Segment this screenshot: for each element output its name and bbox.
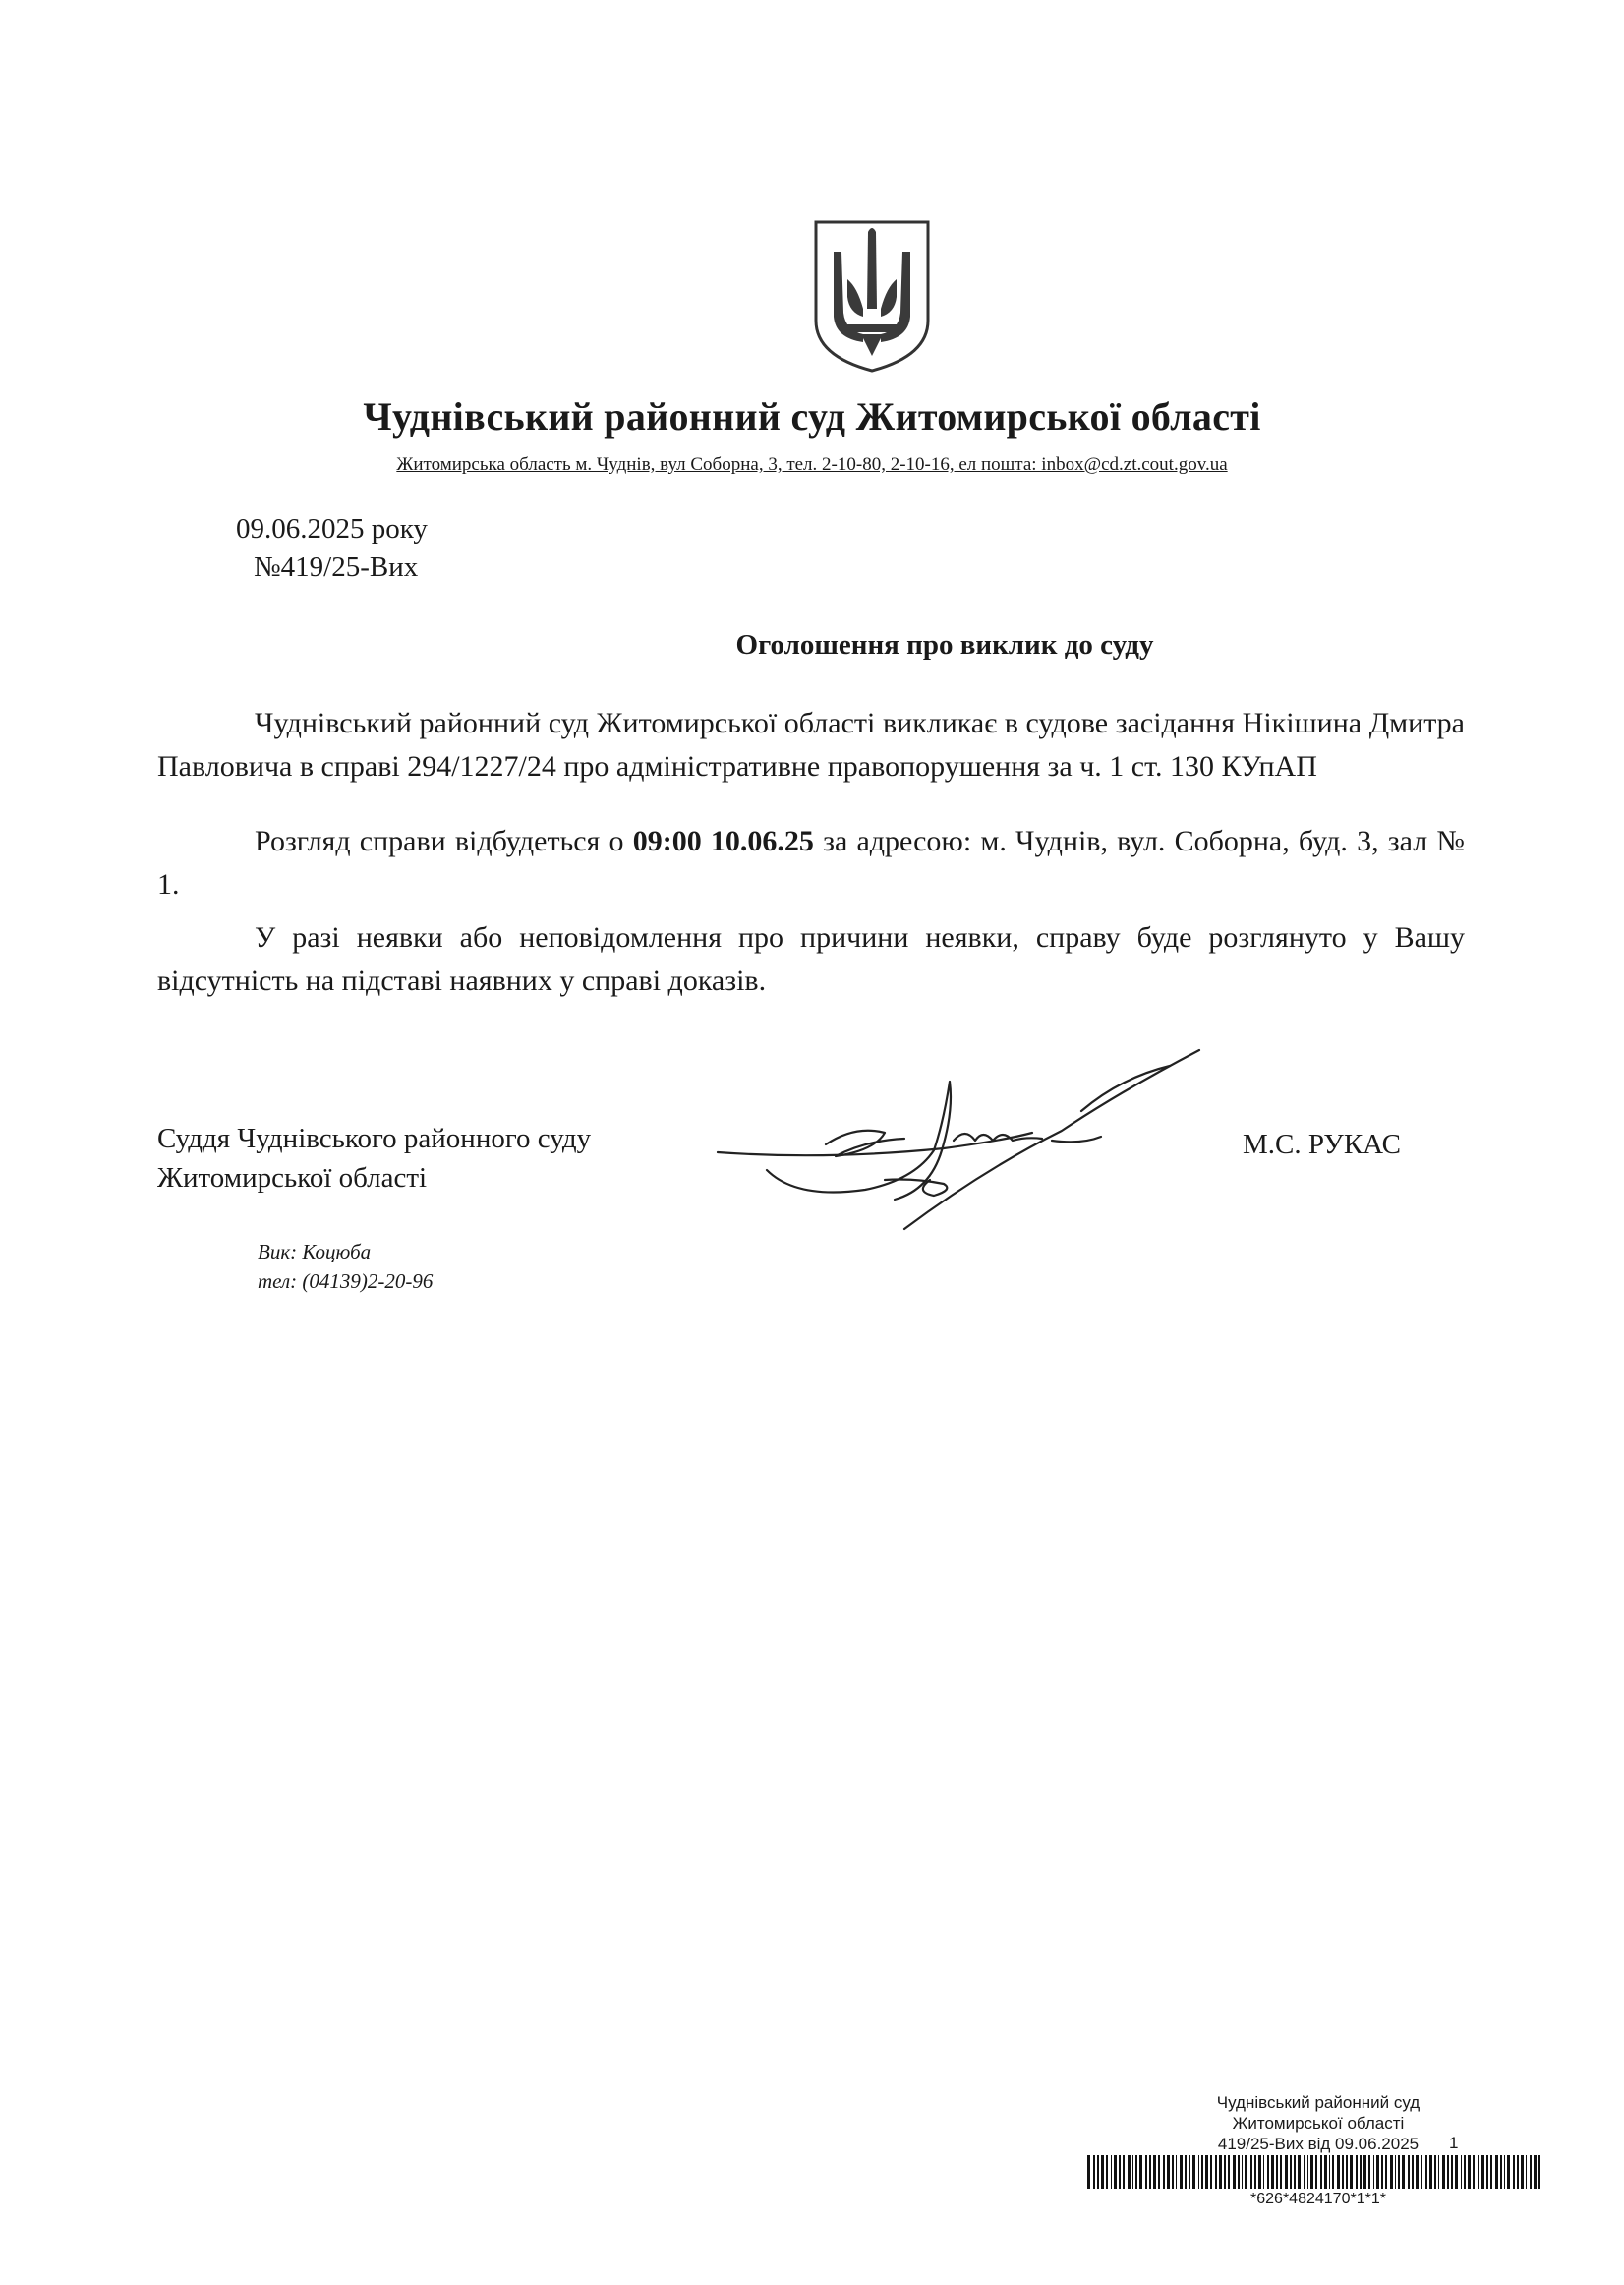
executor-phone: тел: (04139)2-20-96 [258,1269,434,1293]
body-paragraph: У разі неявки або неповідомлення про причини неявки, справу буде розглянуто у Вашу відсутність на підставі наявних у справі доказів. [157,921,1465,997]
court-title: Чуднівський районний суд Житомирської області [363,394,1261,439]
executor-name: Вик: Коцюба [258,1240,372,1263]
judge-title: Суддя Чуднівського районного суду [157,1123,592,1154]
paragraph-text: Розгляд справи відбудеться о [255,825,633,857]
hearing-time: 09:00 10.06.25 [632,825,814,857]
judge-name: М.С. РУКАС [1243,1129,1402,1160]
court-address: Житомирська область м. Чуднів, вул Соборна, 3, тел. 2-10-80, 2-10-16, ел пошта: inbox@cd.zt.cout.gov.ua [396,454,1228,475]
document-heading: Оголошення про виклик до суду [735,629,1154,661]
barcode-text: *626*4824170*1*1* [1250,2191,1386,2207]
stamp-reference: 419/25-Вих від 09.06.2025 [1217,2135,1420,2153]
document-date: 09.06.2025 року [236,513,428,545]
judge-region: Житомирської області [157,1162,428,1194]
coat-of-arms-icon [812,218,932,374]
paragraph-text: за адресою: м. Чуднів, вул. Соборна, буд. 3, зал № 1. [157,825,1465,901]
body-paragraph [157,820,1465,907]
body-paragraph: Чуднівський районний суд Житомирської області викликає в судове засідання Нікішина Дмитра Павловича в справі 294/1227/24 про адміністративне правопорушення за ч. 1 ст. 130 КУпАП [157,707,1465,783]
document-number: №419/25-Вих [254,552,419,583]
stamp-region: Житомирської області [1232,2114,1405,2133]
stamp-page-number: 1 [1449,2134,1459,2152]
handwritten-signature [708,1042,1219,1249]
barcode-icon [1087,2155,1543,2189]
stamp-court: Чуднівський районний суд [1216,2093,1421,2112]
